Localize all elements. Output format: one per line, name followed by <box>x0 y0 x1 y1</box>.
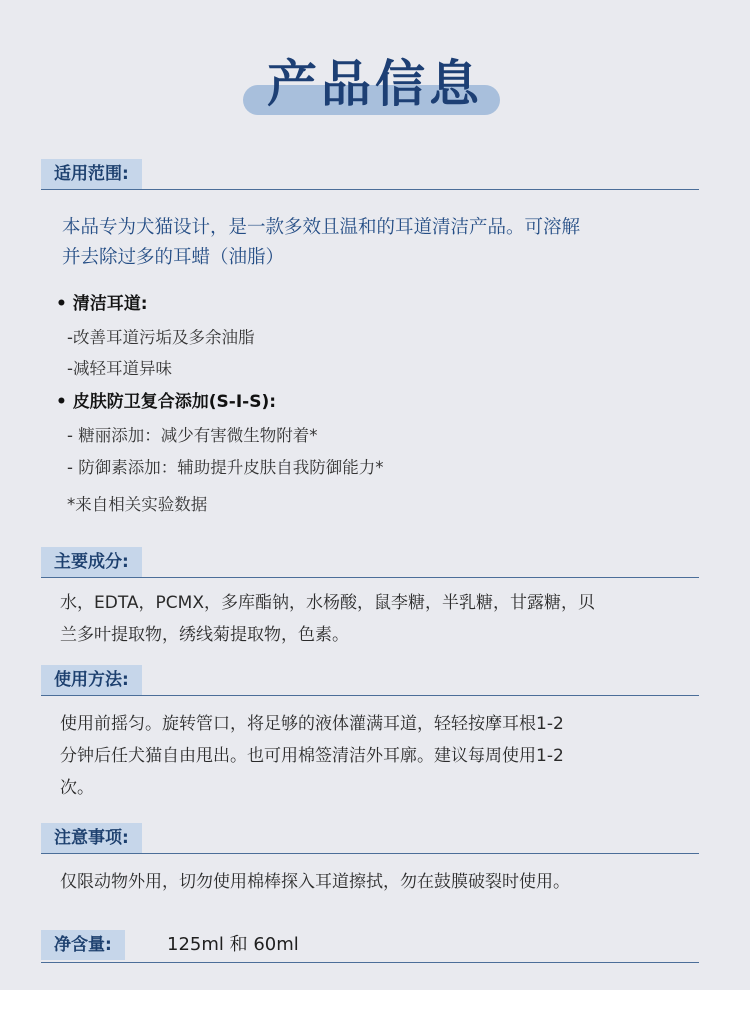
scope-footnote: *来自相关实验数据 <box>67 495 208 514</box>
notes-line-1: 仅限动物外用，切勿使用棉棒探入耳道擦拭，勿在鼓膜破裂时使用。 <box>60 872 570 892</box>
page-title: 产品信息 <box>267 55 483 113</box>
bullet-clean-ear-title: • 清洁耳道: <box>56 294 148 314</box>
section-tag-notes: 注意事项: <box>41 823 142 853</box>
bullet-skin-defense-item: - 糖丽添加：减少有害微生物附着* <box>67 426 318 445</box>
section-tag-usage: 使用方法: <box>41 665 142 695</box>
usage-line-3: 次。 <box>60 778 94 798</box>
usage-line-2: 分钟后任犬猫自由甩出。也可用棉签清洁外耳廓。建议每周使用1-2 <box>60 746 564 766</box>
section-tag-ingredients: 主要成分: <box>41 547 142 577</box>
bullet-clean-ear-item: -减轻耳道异味 <box>67 359 172 378</box>
section-tag-scope: 适用范围: <box>41 159 142 189</box>
ingredients-line-1: 水，EDTA，PCMX，多库酯钠，水杨酸，鼠李糖，半乳糖，甘露糖，贝 <box>60 593 595 613</box>
bullet-skin-defense-item: - 防御素添加：辅助提升皮肤自我防御能力* <box>67 458 384 477</box>
net-content-divider <box>41 962 699 963</box>
scope-intro-line-2: 并去除过多的耳蜡（油脂） <box>62 247 285 268</box>
title-block <box>0 48 750 120</box>
section-tag-net-content: 净含量: <box>41 930 125 960</box>
bullet-skin-defense-title: • 皮肤防卫复合添加(S-I-S): <box>56 392 277 412</box>
section-header-usage <box>41 665 699 696</box>
net-content-value: 125ml 和 60ml <box>167 934 299 955</box>
section-header-notes <box>41 823 699 854</box>
scope-intro-line-1: 本品专为犬猫设计，是一款多效且温和的耳道清洁产品。可溶解 <box>62 217 581 238</box>
bullet-clean-ear-item: -改善耳道污垢及多余油脂 <box>67 328 255 347</box>
ingredients-line-2: 兰多叶提取物，绣线菊提取物，色素。 <box>60 625 349 645</box>
section-header-scope <box>41 159 699 190</box>
usage-line-1: 使用前摇匀。旋转管口，将足够的液体灌满耳道，轻轻按摩耳根1-2 <box>60 714 564 734</box>
section-header-ingredients <box>41 547 699 578</box>
